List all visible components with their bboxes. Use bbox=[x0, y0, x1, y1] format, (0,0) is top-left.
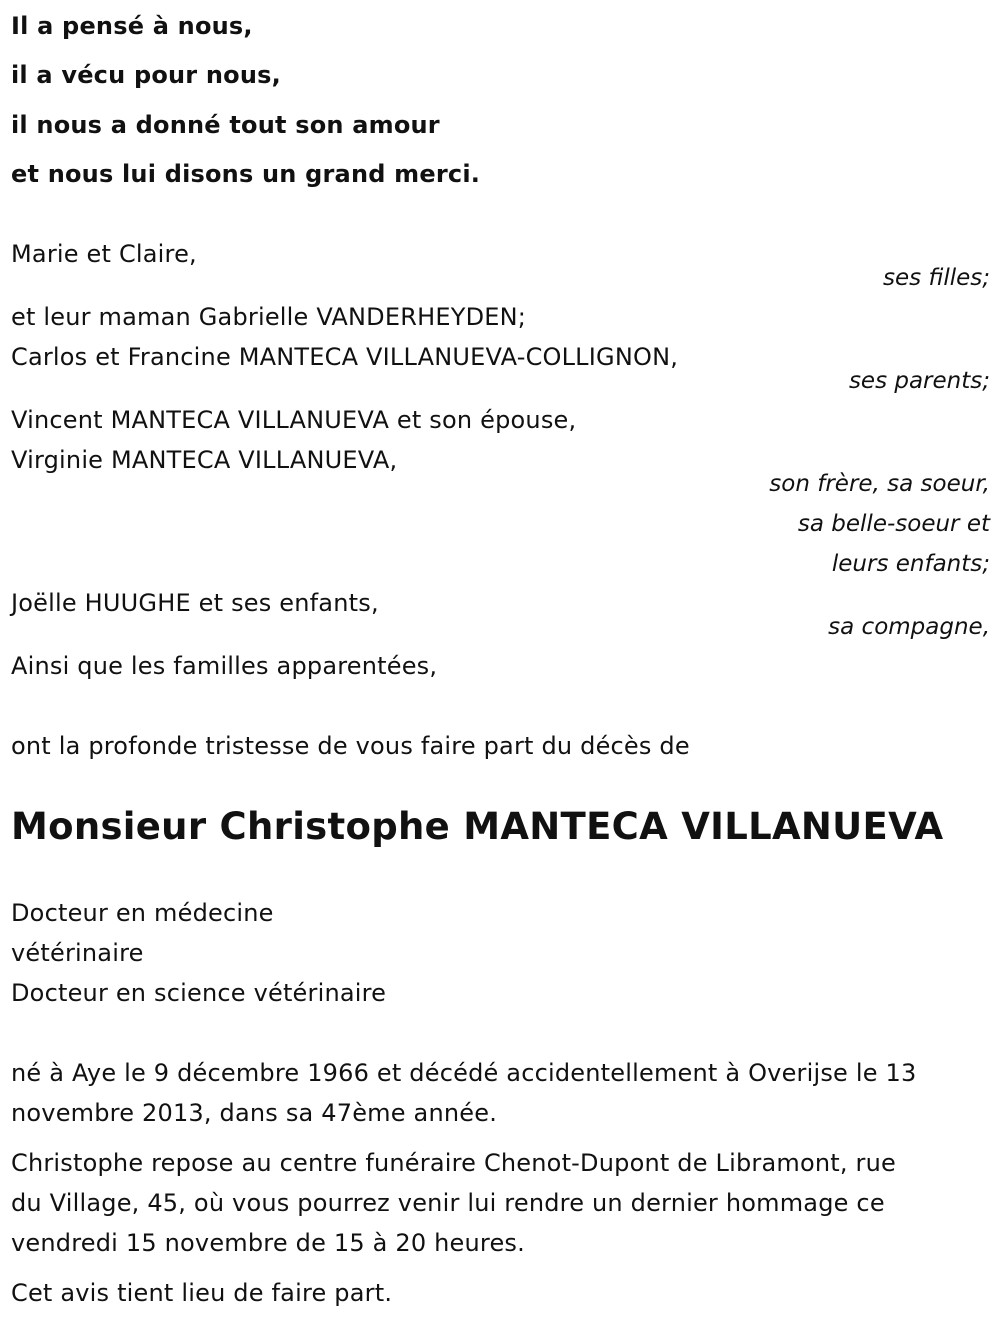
rest-line-3: vendredi 15 novembre de 15 à 20 heures. bbox=[11, 1229, 525, 1257]
parents-role: ses parents; bbox=[848, 368, 990, 394]
sister-text: Virginie MANTECA VILLANUEVA, bbox=[11, 446, 398, 474]
rest-line-2: du Village, 45, où vous pourrez venir lui rendre un dernier hommage ce bbox=[11, 1189, 885, 1217]
partner-role: sa compagne, bbox=[828, 614, 990, 640]
partner-text: Joëlle HUUGHE et ses enfants, bbox=[11, 589, 379, 617]
parents-text: Carlos et Francine MANTECA VILLANUEVA-COLLIGNON, bbox=[11, 343, 679, 371]
poem-line-4: et nous lui disons un grand merci. bbox=[11, 160, 481, 188]
birth-death-line-1: né à Aye le 9 décembre 1966 et décédé accidentellement à Overijse le 13 bbox=[11, 1059, 917, 1087]
title-line-2: vétérinaire bbox=[11, 939, 144, 967]
relatives-text: Ainsi que les familles apparentées, bbox=[11, 652, 438, 680]
daughters-text: Marie et Claire, bbox=[11, 240, 197, 268]
poem-line-2: il a vécu pour nous, bbox=[11, 61, 281, 89]
birth-death-line-2: novembre 2013, dans sa 47ème année. bbox=[11, 1099, 498, 1127]
title-line-3: Docteur en science vétérinaire bbox=[11, 979, 387, 1007]
poem-line-3: il nous a donné tout son amour bbox=[11, 111, 440, 139]
daughters-role: ses filles; bbox=[883, 265, 990, 291]
siblings-role-line-3: leurs enfants; bbox=[831, 551, 990, 577]
announcement-text: ont la profonde tristesse de vous faire part du décès de bbox=[11, 732, 690, 760]
mother-of-daughters-text: et leur maman Gabrielle VANDERHEYDEN; bbox=[11, 303, 527, 331]
siblings-role-line-2: sa belle-soeur et bbox=[797, 511, 990, 537]
closing-text: Cet avis tient lieu de faire part. bbox=[11, 1279, 393, 1307]
brother-text: Vincent MANTECA VILLANUEVA et son épouse, bbox=[11, 406, 577, 434]
title-line-1: Docteur en médecine bbox=[11, 899, 274, 927]
siblings-role-line-1: son frère, sa soeur, bbox=[769, 471, 990, 497]
rest-line-1: Christophe repose au centre funéraire Chenot-Dupont de Libramont, rue bbox=[11, 1149, 896, 1177]
poem-line-1: Il a pensé à nous, bbox=[11, 12, 253, 40]
deceased-name-heading: Monsieur Christophe MANTECA VILLANUEVA bbox=[11, 805, 944, 848]
